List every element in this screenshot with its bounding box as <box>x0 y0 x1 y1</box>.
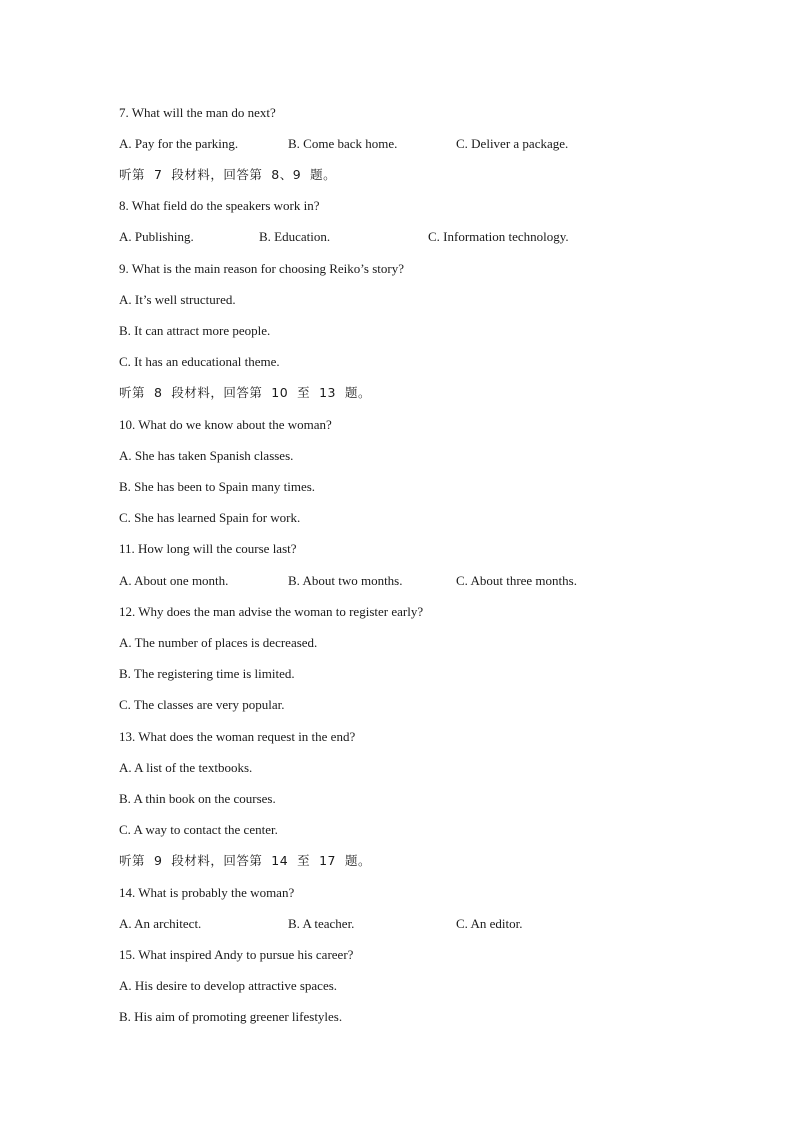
q14-option-c: C. An editor. <box>456 916 523 931</box>
q12-option-a: A. The number of places is decreased. <box>119 635 318 650</box>
q13-stem: 13. What does the woman request in the end? <box>119 729 356 744</box>
q9-stem: 9. What is the main reason for choosing Reiko’s story? <box>119 261 404 276</box>
q9-option-b: B. It can attract more people. <box>119 323 271 338</box>
q13-option-c: C. A way to contact the center. <box>119 822 278 837</box>
q7-option-b: B. Come back home. <box>288 136 398 151</box>
q14-option-a: A. An architect. <box>119 916 202 931</box>
q10-option-b: B. She has been to Spain many times. <box>119 479 316 494</box>
q9-option-c: C. It has an educational theme. <box>119 354 280 369</box>
q11-option-b: B. About two months. <box>288 573 403 588</box>
section-8-heading: 听第 8 段材料，回答第 10 至 13 题。 <box>119 385 371 400</box>
q12-option-c: C. The classes are very popular. <box>119 697 285 712</box>
q12-stem: 12. Why does the man advise the woman to register early? <box>119 604 424 619</box>
q11-option-a: A. About one month. <box>119 573 229 588</box>
q15-option-b: B. His aim of promoting greener lifestyles. <box>119 1009 343 1024</box>
q11-option-c: C. About three months. <box>456 573 577 588</box>
q15-stem: 15. What inspired Andy to pursue his career? <box>119 947 354 962</box>
q13-option-a: A. A list of the textbooks. <box>119 760 253 775</box>
q14-stem: 14. What is probably the woman? <box>119 885 295 900</box>
q10-option-c: C. She has learned Spain for work. <box>119 510 301 525</box>
q8-option-a: A. Publishing. <box>119 229 194 244</box>
q7-option-a: A. Pay for the parking. <box>119 136 239 151</box>
q7-option-c: C. Deliver a package. <box>456 136 569 151</box>
q14-option-b: B. A teacher. <box>288 916 355 931</box>
q9-option-a: A. It’s well structured. <box>119 292 236 307</box>
q15-option-a: A. His desire to develop attractive spaces. <box>119 978 338 993</box>
q7-stem: 7. What will the man do next? <box>119 105 276 120</box>
q8-option-c: C. Information technology. <box>428 229 569 244</box>
q10-stem: 10. What do we know about the woman? <box>119 417 332 432</box>
q11-stem: 11. How long will the course last? <box>119 541 297 556</box>
q8-option-b: B. Education. <box>259 229 331 244</box>
q12-option-b: B. The registering time is limited. <box>119 666 295 681</box>
q10-option-a: A. She has taken Spanish classes. <box>119 448 294 463</box>
q13-option-b: B. A thin book on the courses. <box>119 791 276 806</box>
section-7-heading: 听第 7 段材料，回答第 8、9 题。 <box>119 167 337 182</box>
q8-stem: 8. What field do the speakers work in? <box>119 198 320 213</box>
section-9-heading: 听第 9 段材料，回答第 14 至 17 题。 <box>119 853 371 868</box>
